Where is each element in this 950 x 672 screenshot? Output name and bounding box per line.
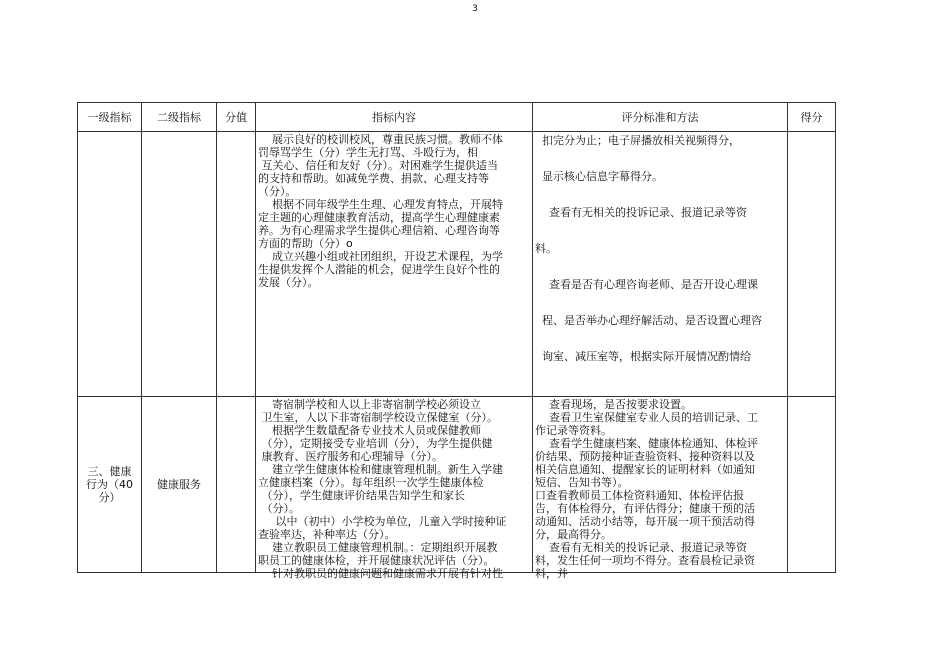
standard-line: 程、是否举办心理纾解活动、是否设置心理咨	[535, 314, 762, 327]
header-level1: 一级指标	[78, 103, 142, 132]
standard-text: 查看现场，是否按要求设置。 查看卫生室保健室专业人员的培训记录、工 作记录等资料。 查看学生健康档案、健康体检通知、体检评 价结果、预防接种证查验资料、接种资料以及 相关信息通知、提醒家长的证明材料（如通知 短信、告知书等）。 口查看教师员工体检资料通知、体检评估报 告，有体检得分，有评估得分；健康干预的活 动通知、活动小结等，每开展一项干预活动得 分，最高得分。 查看有无相关的投诉记录、报道记录等资 料，发生任何一项均不得分。查看晨检记录资 料，并	[535, 398, 758, 580]
level1-cell	[78, 397, 142, 573]
result-cell	[788, 397, 836, 573]
content-text: 展示良好的校训校风，尊重民族习惯。教师不体 罚辱骂学生（分）学生无打骂、斗殴行为，相 互关心、信任和友好（分）。对困难学生提供适当 的支持和帮助。如减免学费、捐款、心理支持等 （分）。 根据不同年级学生生理、心理发育特点，开展特 定主题的心理健康教育活动，提高学生心理健康素 养。为有心理需求学生提供心理信箱、心理咨询等 方面的帮助（分）o 成立兴趣小组或社团组织，开设艺术课程，为学 生提供发挥个人潜能的机会，促进学生良好个性的 发展（分）。	[258, 133, 503, 289]
content-cell	[256, 132, 533, 397]
header-standard: 评分标准和方法	[533, 103, 788, 132]
level2-cell	[142, 397, 217, 573]
standard-cell	[533, 397, 788, 580]
header-result: 得分	[788, 103, 836, 132]
standard-line: 显示核心信息字幕得分。	[535, 170, 663, 183]
standard-line: 查看有无相关的投诉记录、报道记录等资	[535, 206, 747, 219]
score-cell	[217, 397, 256, 573]
standard-line: 查看是否有心理咨询老师、是否开设心理课	[535, 278, 758, 291]
level1-cell	[78, 132, 142, 397]
standard-line: 询室、减压室等，根据实际开展情况酌情给	[535, 350, 751, 363]
content-cell	[256, 397, 533, 580]
table-header-row	[78, 103, 836, 132]
header-level2: 二级指标	[142, 103, 217, 132]
evaluation-table	[77, 102, 836, 580]
table-row	[78, 132, 836, 397]
score-cell	[217, 132, 256, 397]
header-score: 分值	[217, 103, 256, 132]
standard-line: 料。	[535, 242, 557, 255]
content-text: 寄宿制学校和人以上非寄宿制学校必须设立 卫生室，人以下非寄宿制学校设立保健室（分）。 根据学生数量配备专业技术人员或保健教师 （分），定期接受专业培训（分），为学生提供健 康教育、医疗服务和心理辅导（分）。 建立学生健康体检和健康管理机制。新生入学建 立健康档案（分）。每年组织一次学生健康体检 （分），学生健康评价结果告知学生和家长 （分）。 以中（初中）小学校为单位，儿童入学时接种证 查验率达，补种率达（分）。 建立教职员工健康管理机制。：定期组织开展教 职员工的健康体检，并开展健康状况评估（分）。 针对教职员的健康问题和健康需求开展有针对性	[258, 398, 507, 580]
standard-line: 扣完分为止；电子屏播放相关视频得分，	[535, 134, 740, 147]
level1-text: 三、健康 行为（40 分）	[86, 465, 133, 504]
standard-cell	[533, 132, 788, 397]
level2-text: 健康服务	[157, 478, 201, 491]
header-content: 指标内容	[256, 103, 533, 132]
result-cell	[788, 132, 836, 397]
table-row	[78, 397, 836, 573]
page-number: 3	[472, 4, 478, 14]
level2-cell	[142, 132, 217, 397]
